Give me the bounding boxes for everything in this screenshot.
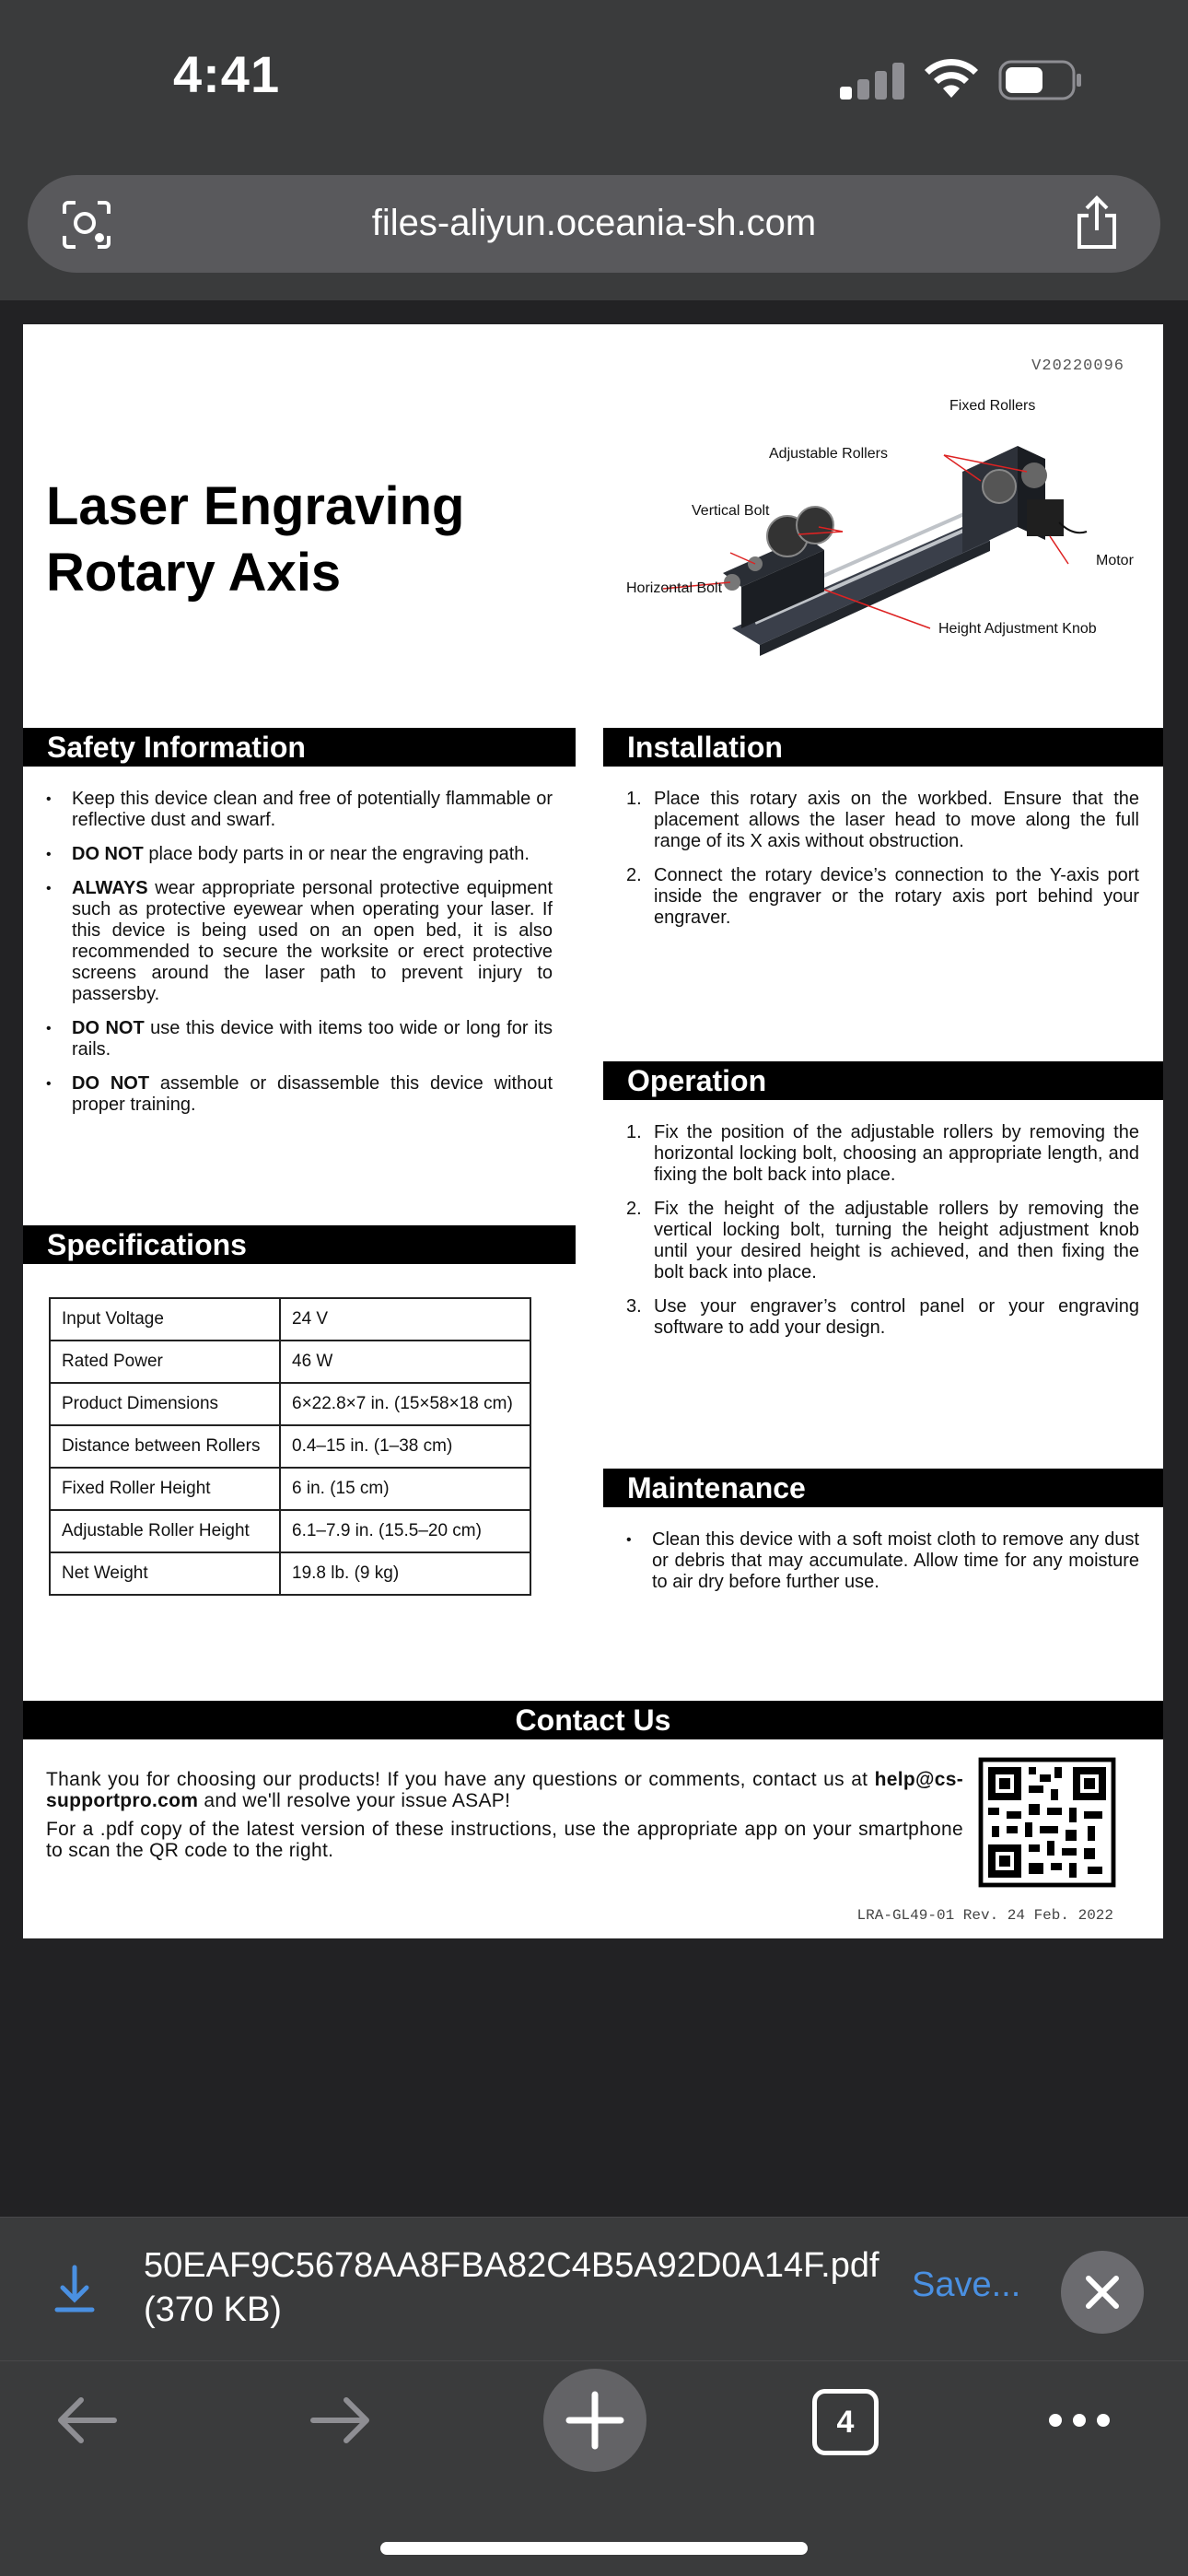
operation-steps bbox=[626, 1122, 1139, 1352]
specifications-table bbox=[49, 1297, 531, 1596]
share-icon[interactable] bbox=[1074, 195, 1120, 251]
contact-text bbox=[46, 1769, 963, 1868]
contact-heading: Contact Us bbox=[23, 1701, 1163, 1739]
table-row: Distance between Rollers 0.4–15 in. (1–38 cm) bbox=[50, 1425, 530, 1468]
operation-step: 1. Fix the position of the adjustable rollers by removing the horizontal locking bolt, choosing an appropriate length, and fixing the bolt back into place. bbox=[626, 1122, 1139, 1185]
safety-list bbox=[46, 789, 553, 1129]
installation-step: 2. Connect the rotary device’s connection to the Y-axis port inside the engraver or the rotary axis port behind your engraver. bbox=[626, 865, 1139, 928]
table-row: Net Weight 19.8 lb. (9 kg) bbox=[50, 1552, 530, 1595]
label-fixed-rollers: Fixed Rollers bbox=[949, 398, 1036, 414]
doc-title-line1: Laser Engraving bbox=[46, 476, 465, 536]
close-icon bbox=[1061, 2251, 1144, 2334]
download-filesize: (370 KB) bbox=[144, 2290, 282, 2329]
support-email-link[interactable]: help@cs-supportpro.com bbox=[46, 1769, 963, 1811]
doc-title bbox=[46, 474, 464, 606]
download-file-info bbox=[144, 2243, 880, 2332]
download-filename: 50EAF9C5678AA8FBA82C4B5A92D0A14F.pdf bbox=[144, 2246, 879, 2285]
specifications-heading: Specifications bbox=[23, 1225, 576, 1264]
operation-step: 2. Fix the height of the adjustable rollers by removing the vertical locking bolt, turning the height adjustment knob until your desired height is achieved, and then fixing the bolt back into place. bbox=[626, 1199, 1139, 1282]
forward-arrow-icon[interactable] bbox=[308, 2395, 374, 2446]
operation-heading: Operation bbox=[603, 1061, 1163, 1100]
qr-code bbox=[977, 1756, 1117, 1889]
table-row: Adjustable Roller Height 6.1–7.9 in. (15.5–20 cm) bbox=[50, 1510, 530, 1552]
label-motor: Motor bbox=[1096, 553, 1134, 568]
operation-step: 3. Use your engraver’s control panel or your engraving software to add your design. bbox=[626, 1296, 1139, 1338]
wifi-icon bbox=[923, 57, 980, 100]
tab-switcher-button[interactable]: 4 bbox=[812, 2389, 879, 2455]
doc-code: V20220096 bbox=[1031, 357, 1124, 375]
contact-paragraph: For a .pdf copy of the latest version of these instructions, use the appropriate app on your smartphone to scan the QR code to the right. bbox=[46, 1819, 963, 1861]
table-row: Product Dimensions 6×22.8×7 in. (15×58×18 cm) bbox=[50, 1383, 530, 1425]
plus-icon bbox=[543, 2369, 646, 2472]
label-height-knob: Height Adjustment Knob bbox=[938, 621, 1097, 637]
table-row: Rated Power 46 W bbox=[50, 1341, 530, 1383]
status-bar bbox=[0, 0, 1188, 157]
pdf-page bbox=[23, 324, 1163, 1938]
installation-steps bbox=[626, 789, 1139, 942]
battery-icon bbox=[998, 60, 1083, 100]
rotary-axis-image bbox=[594, 398, 1147, 693]
home-indicator[interactable] bbox=[380, 2542, 808, 2555]
installation-step: 1. Place this rotary axis on the workbed. Ensure that the placement allows the laser head to move along the full range of its X axis without obstruction. bbox=[626, 789, 1139, 851]
download-icon bbox=[53, 2264, 96, 2313]
url-text: files-aliyun.oceania-sh.com bbox=[371, 203, 817, 243]
close-download-button[interactable] bbox=[1061, 2251, 1144, 2334]
doc-title-line2: Rotary Axis bbox=[46, 543, 342, 603]
doc-footer: LRA-GL49-01 Rev. 24 Feb. 2022 bbox=[856, 1907, 1113, 1924]
safety-item: • DO NOT use this device with items too wide or long for its rails. bbox=[46, 1018, 553, 1060]
safety-item: • DO NOT assemble or disassemble this device without proper training. bbox=[46, 1073, 553, 1116]
contact-paragraph: Thank you for choosing our products! If you have any questions or comments, contact us at help@cs-supportpro.com and we'll resolve your issue ASAP! bbox=[46, 1769, 963, 1811]
save-button[interactable]: Save... bbox=[912, 2266, 1021, 2304]
back-arrow-icon[interactable] bbox=[53, 2395, 120, 2446]
browser-toolbar bbox=[0, 2360, 1188, 2576]
browser-address-area bbox=[0, 157, 1188, 300]
maintenance-list bbox=[626, 1529, 1139, 1606]
installation-heading: Installation bbox=[603, 728, 1163, 767]
maintenance-item: • Clean this device with a soft moist cloth to remove any dust or debris that may accumulate. Allow time for any moisture to air dry before further use. bbox=[626, 1529, 1139, 1593]
more-options-icon[interactable] bbox=[1046, 2407, 1112, 2433]
download-bar bbox=[0, 2217, 1188, 2360]
label-horizontal-bolt: Horizontal Bolt bbox=[626, 580, 723, 596]
safety-heading: Safety Information bbox=[23, 728, 576, 767]
safety-item: • Keep this device clean and free of potentially flammable or reflective dust and swarf. bbox=[46, 789, 553, 831]
product-diagram bbox=[594, 398, 1147, 693]
label-vertical-bolt: Vertical Bolt bbox=[692, 503, 770, 519]
maintenance-heading: Maintenance bbox=[603, 1469, 1163, 1507]
status-time: 4:41 bbox=[173, 45, 281, 103]
table-row: Fixed Roller Height 6 in. (15 cm) bbox=[50, 1468, 530, 1510]
address-bar[interactable] bbox=[28, 175, 1160, 273]
cellular-signal-icon bbox=[840, 61, 904, 100]
safety-item: • DO NOT place body parts in or near the engraving path. bbox=[46, 844, 553, 865]
label-adjustable-rollers: Adjustable Rollers bbox=[769, 446, 888, 462]
safety-item: • ALWAYS wear appropriate personal protective equipment such as protective eyewear when operating your laser. If this device is being used on an open bed, it is also recommended to secure the worksite or erect protective screens around the laser path to prevent injury to passersby. bbox=[46, 878, 553, 1005]
table-row: Input Voltage 24 V bbox=[50, 1298, 530, 1341]
new-tab-button[interactable] bbox=[543, 2369, 646, 2472]
